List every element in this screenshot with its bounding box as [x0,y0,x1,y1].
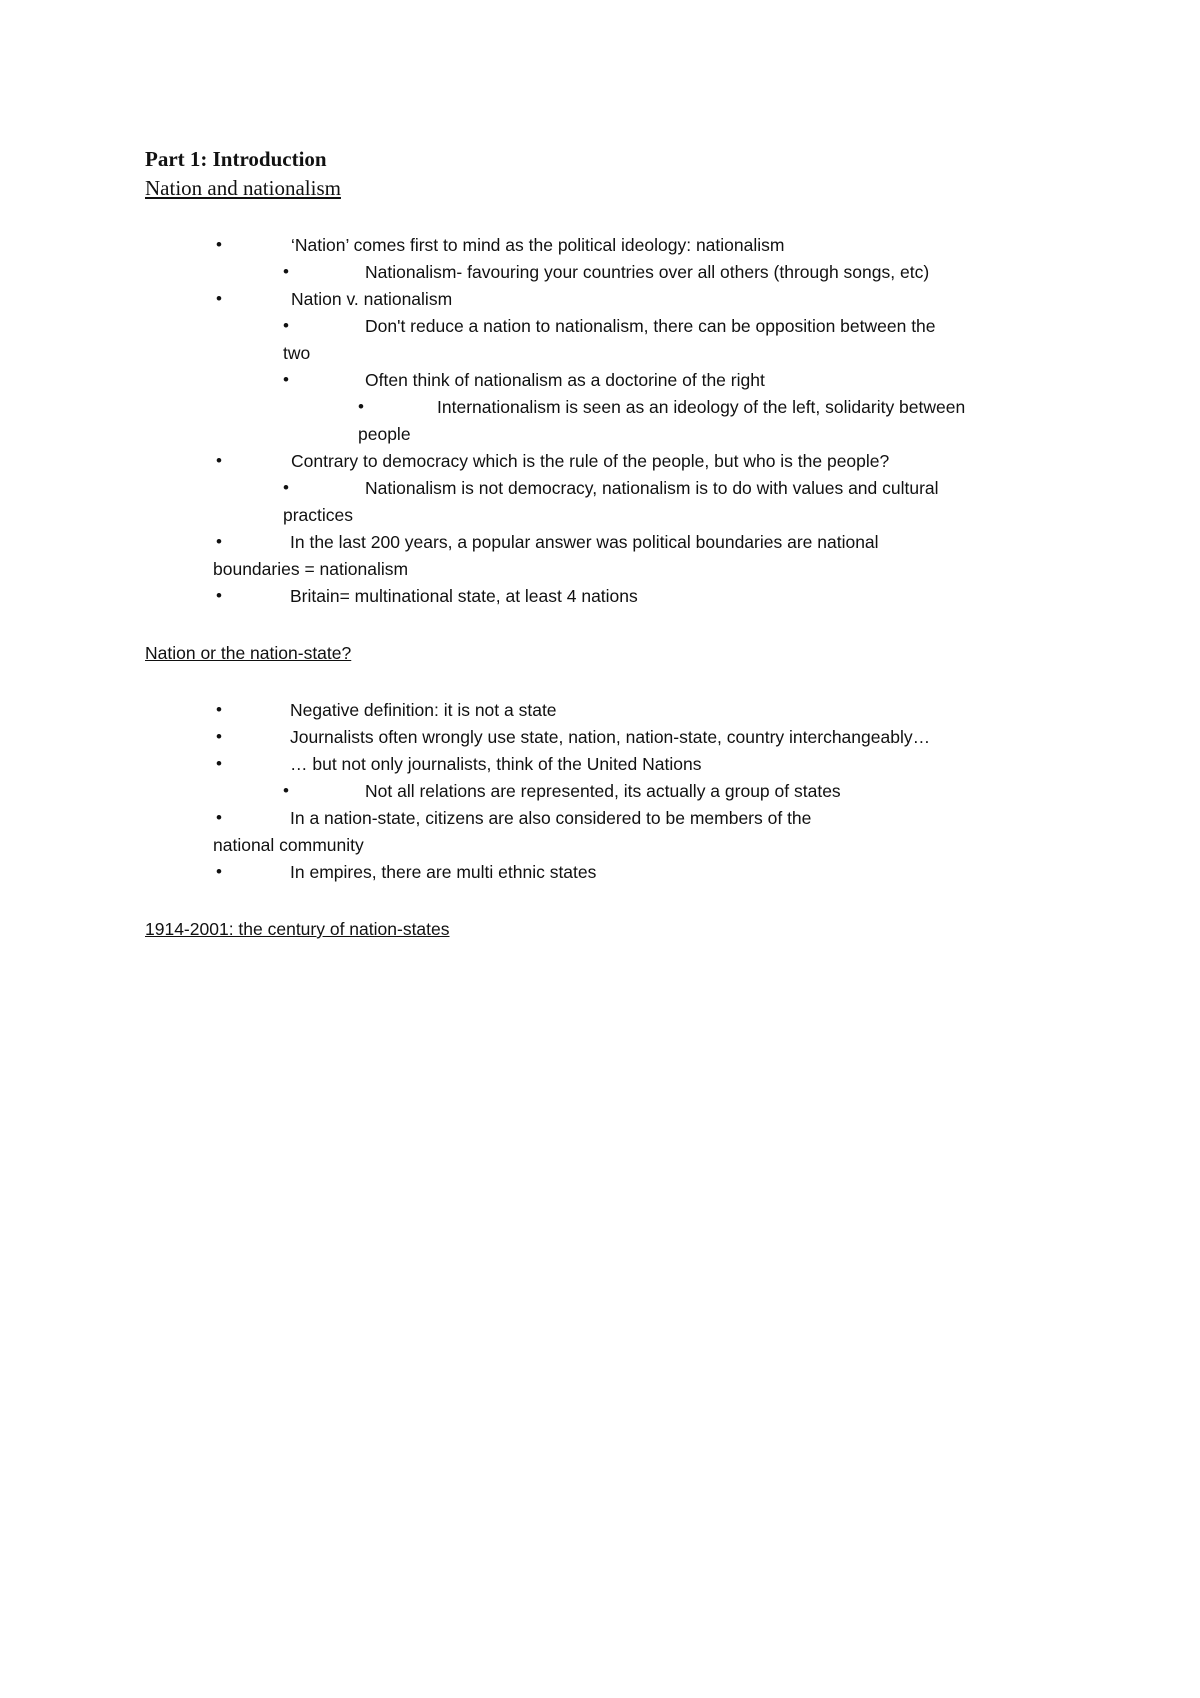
bullet-icon: • [216,754,222,773]
section-heading: Nation or the nation-state? [145,643,352,663]
list-item: Not all relations are represented, its actually a group of states [365,781,841,801]
list-item: Nationalism- favouring your countries over all others (through songs, etc) [365,262,930,282]
section-heading: 1914-2001: the century of nation-states [145,919,450,939]
list-item: Negative definition: it is not a state [290,700,557,720]
list-item: In empires, there are multi ethnic states [290,862,597,882]
bullet-icon: • [216,808,222,827]
list-item: Internationalism is seen as an ideology of the left, solidarity between [437,397,966,417]
bullet-icon: • [216,586,222,605]
list-item: Often think of nationalism as a doctorine of the right [365,370,765,390]
list-item-continuation: boundaries = nationalism [213,559,409,579]
list-item-continuation: practices [283,505,354,525]
list-item: Britain= multinational state, at least 4 nations [290,586,638,606]
bullet-icon: • [358,397,364,416]
bullet-icon: • [216,532,222,551]
page-subtitle: Nation and nationalism [145,176,341,200]
bullet-icon: • [283,262,289,281]
list-item-continuation: people [358,424,411,444]
bullet-icon: • [216,727,222,746]
bullet-icon: • [283,370,289,389]
list-item: In the last 200 years, a popular answer was political boundaries are national [290,532,879,552]
list-item-continuation: national community [213,835,364,855]
bullet-icon: • [216,700,222,719]
list-item: Contrary to democracy which is the rule of the people, but who is the people? [291,451,890,471]
list-item: Don't reduce a nation to nationalism, there can be opposition between the [365,316,936,336]
list-item: … but not only journalists, think of the United Nations [290,754,702,774]
bullet-icon: • [216,235,222,254]
bullet-icon: • [216,289,222,308]
list-item: Nation v. nationalism [291,289,453,309]
bullet-icon: • [283,781,289,800]
list-item-continuation: two [283,343,311,363]
bullet-icon: • [216,862,222,881]
bullet-icon: • [283,316,289,335]
bullet-icon: • [283,478,289,497]
bullet-icon: • [216,451,222,470]
list-item: Nationalism is not democracy, nationalism is to do with values and cultural [365,478,939,498]
list-item: ‘Nation’ comes first to mind as the political ideology: nationalism [291,235,785,255]
list-item: In a nation-state, citizens are also considered to be members of the [290,808,812,828]
list-item: Journalists often wrongly use state, nation, nation-state, country interchangeably… [290,727,931,747]
page-title: Part 1: Introduction [145,147,327,171]
